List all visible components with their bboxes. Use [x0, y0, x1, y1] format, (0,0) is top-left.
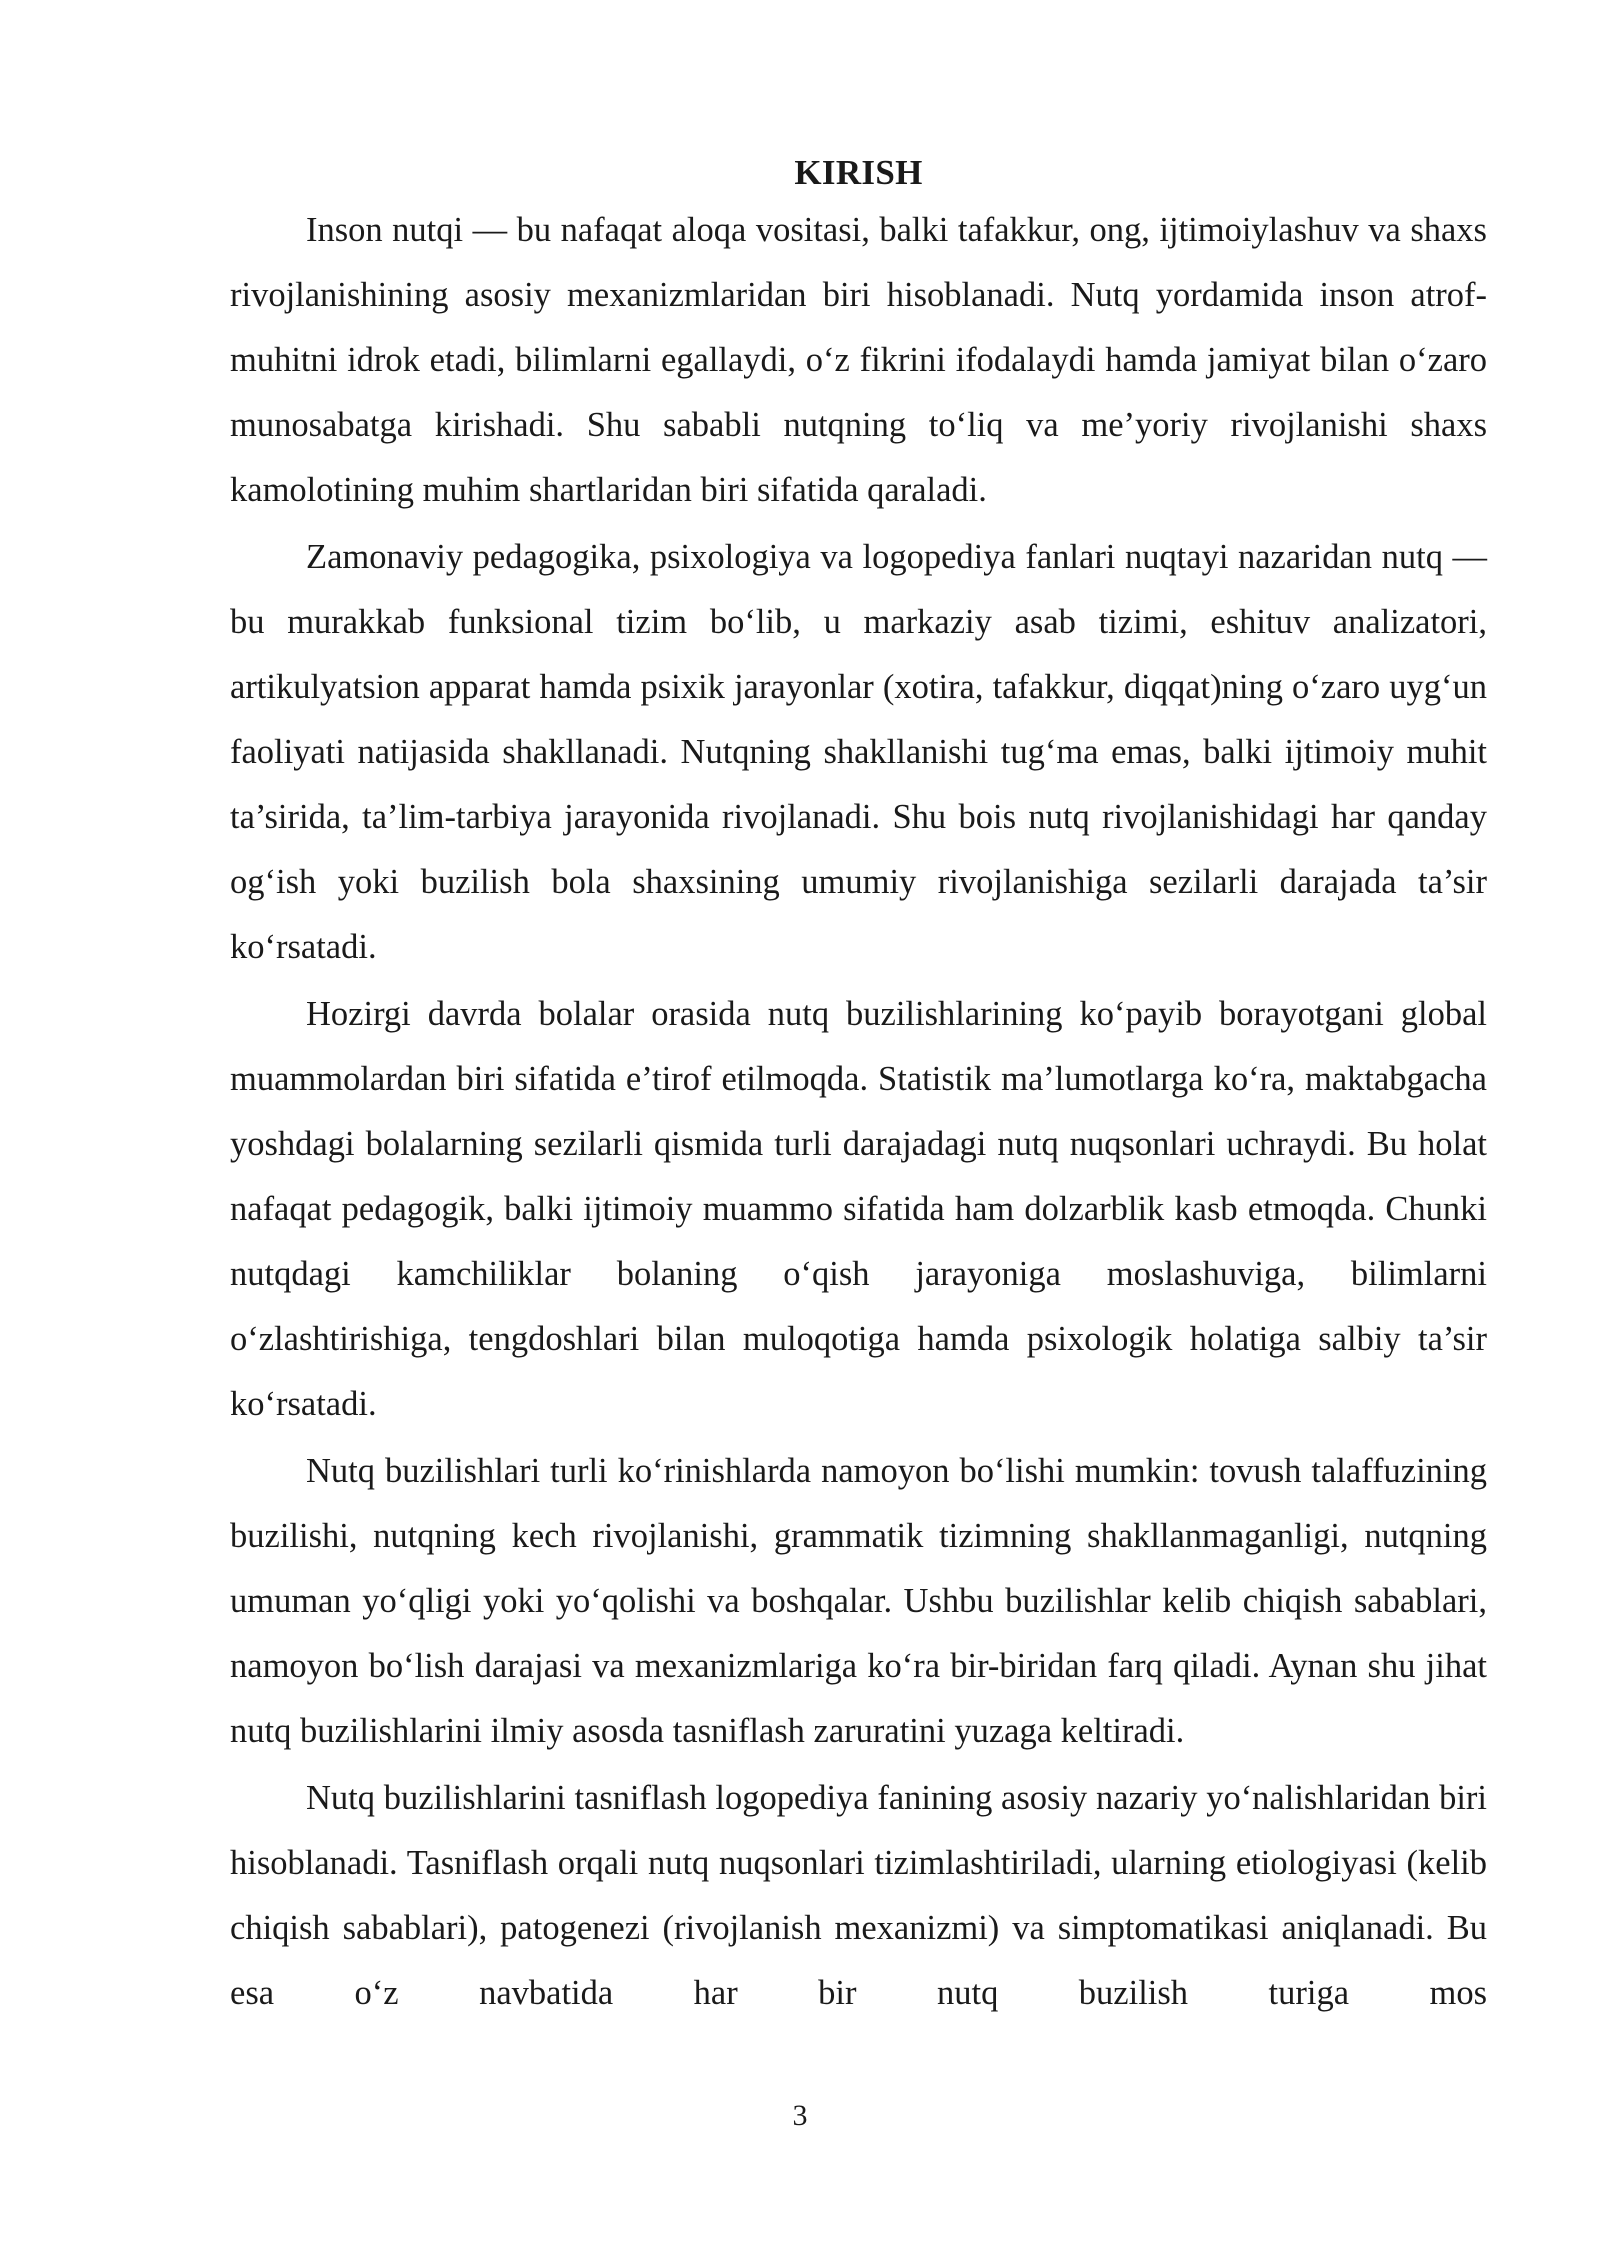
paragraph-5: Nutq buzilishlarini tasniflash logopediya fanining asosiy nazariy yo‘nalishlaridan biri hisoblanadi. Tasniflash orqali nutq nuqsonlari tizimlashtiriladi, ularning etiologiyasi (kelib chiqish sabablari), patogenezi (rivojlanish mexanizmi) va simptomatikasi aniqlanadi. Bu esa o‘z navbatida har bir nutq buzilish turiga mos — [230, 1779, 1487, 2012]
paragraph-2: Zamonaviy pedagogika, psixologiya va logopediya fanlari nuqtayi nazaridan nutq — bu murakkab funksional tizim bo‘lib, u markaziy asab tizimi, eshituv analizatori, artikulyatsion apparat hamda psixik jarayonlar (xotira, tafakkur, diqqat)ning o‘zaro uyg‘un faoliyati natijasida shakllanadi. Nutqning shakllanishi tug‘ma emas, balki ijtimoiy muhit ta’sirida, ta’lim-tarbiya jarayonida rivojlanadi. Shu bois nutq rivojlanishidagi har qanday og‘ish yoki buzilish bola shaxsining umumiy rivojlanishiga sezilarli darajada ta’sir ko‘rsatadi. — [230, 538, 1487, 966]
paragraph-3: Hozirgi davrda bolalar orasida nutq buzilishlarining ko‘payib borayotgani global muammolardan biri sifatida e’tirof etilmoqda. Statistik ma’lumotlarga ko‘ra, maktabgacha yoshdagi bolalarning sezilarli qismida turli darajadagi nutq nuqsonlari uchraydi. Bu holat nafaqat pedagogik, balki ijtimoiy muammo sifatida ham dolzarblik kasb etmoqda. Chunki nutqdagi kamchiliklar bolaning o‘qish jarayoniga moslashuviga, bilimlarni o‘zlashtirishiga, tengdoshlari bilan muloqotiga hamda psixologik holatiga salbiy ta’sir ko‘rsatadi. — [230, 995, 1487, 1423]
document-body — [230, 148, 1487, 2028]
paragraph-1: Inson nutqi — bu nafaqat aloqa vositasi, balki tafakkur, ong, ijtimoiylashuv va shaxs rivojlanishining asosiy mexanizmlaridan biri hisoblanadi. Nutq yordamida inson atrof-muhitni idrok etadi, bilimlarni egallaydi, o‘z fikrini ifodalaydi hamda jamiyat bilan o‘zaro munosabatga kirishadi. Shu sababli nutqning to‘liq va me’yoriy rivojlanishi shaxs kamolotining muhim shartlaridan biri sifatida qaraladi. — [230, 211, 1487, 509]
page-title: KIRISH — [794, 153, 923, 192]
paragraph-4: Nutq buzilishlari turli ko‘rinishlarda namoyon bo‘lishi mumkin: tovush talaffuzining buzilishi, nutqning kech rivojlanishi, grammatik tizimning shakllanmaganligi, nutqning umuman yo‘qligi yoki yo‘qolishi va boshqalar. Ushbu buzilishlar kelib chiqish sabablari, namoyon bo‘lish darajasi va mexanizmlariga ko‘ra bir-biridan farq qiladi. Aynan shu jihat nutq buzilishlarini ilmiy asosda tasniflash zaruratini yuzaga keltiradi. — [230, 1452, 1487, 1750]
page-number: 3 — [792, 2099, 808, 2132]
